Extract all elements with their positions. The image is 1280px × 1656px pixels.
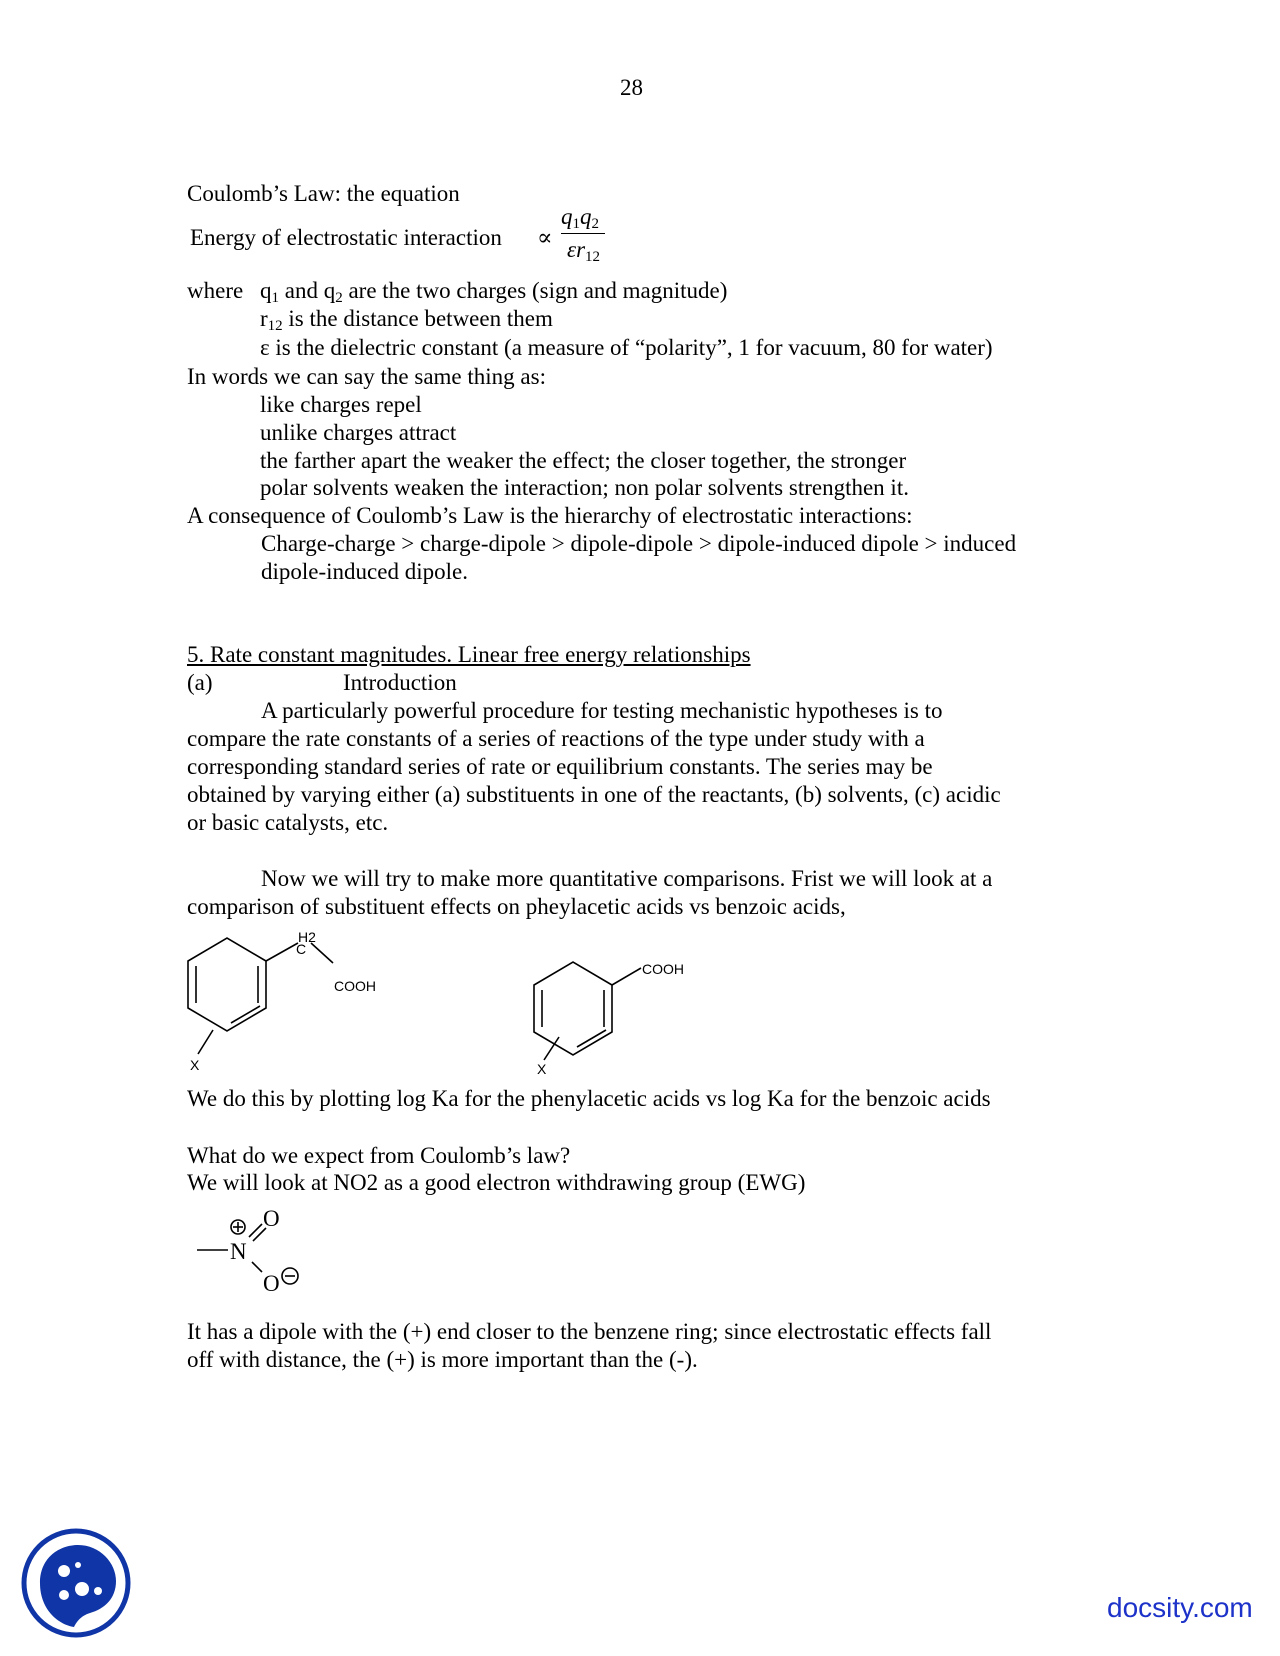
- paragraph-line: corresponding standard series of rate or equilibrium constants. The series may be: [187, 754, 933, 779]
- methylene-c-label: C: [296, 941, 307, 957]
- section-heading: 5. Rate constant magnitudes. Linear free energy relationships: [187, 642, 751, 667]
- no2-line: We will look at NO2 as a good electron withdrawing group (EWG): [187, 1170, 806, 1195]
- subsection-title: Introduction: [343, 670, 457, 695]
- phenylacetic-acid-structure: [188, 929, 376, 1073]
- where-label: where: [187, 278, 244, 303]
- in-words-line: In words we can say the same thing as:: [187, 364, 546, 389]
- dielectric-line: ε is the dielectric constant (a measure of “polarity”, 1 for vacuum, 80 for water): [260, 335, 993, 360]
- r-distance-line: $r_{12}$ is the distance between them: [260, 306, 553, 334]
- formula-denominator: $\varepsilon r_{12}$: [567, 237, 601, 265]
- energy-label: Energy of electrostatic interaction: [190, 225, 502, 250]
- nitro-group-structure: [197, 1220, 298, 1284]
- proportional-symbol: ∝: [537, 225, 553, 250]
- page-number: 28: [620, 75, 643, 100]
- plot-description: We do this by plotting log Ka for the phenylacetic acids vs log Ka for the benzoic acids: [187, 1086, 991, 1111]
- nitro-o-top-label: O: [263, 1206, 280, 1231]
- docsity-brand-link[interactable]: docsity.com: [1107, 1592, 1253, 1623]
- q-charges-line: $q_1$ and $q_2$ are the two charges (sign and magnitude): [260, 278, 728, 306]
- dipole-line-1: It has a dipole with the (+) end closer to the benzene ring; since electrostatic effects fall: [187, 1319, 992, 1344]
- cooh-label: COOH: [642, 961, 684, 977]
- nitro-n-label: N: [230, 1239, 247, 1264]
- hierarchy-line-1: Charge-charge > charge-dipole > dipole-dipole > dipole-induced dipole > induced: [261, 531, 1017, 556]
- paragraph-line: comparison of substituent effects on pheylacetic acids vs benzoic acids,: [187, 894, 846, 919]
- substituent-x-label: X: [537, 1061, 547, 1077]
- paragraph-line: A particularly powerful procedure for testing mechanistic hypotheses is to: [261, 698, 943, 723]
- rule-item: polar solvents weaken the interaction; non polar solvents strengthen it.: [260, 475, 909, 500]
- docsity-logo-icon[interactable]: [20, 1527, 132, 1639]
- hierarchy-line-2: dipole-induced dipole.: [261, 559, 468, 584]
- paragraph-line: obtained by varying either (a) substituents in one of the reactants, (b) solvents, (c) acidic: [187, 782, 1001, 807]
- benzoic-acid-structure: [534, 961, 684, 1077]
- dipole-line-2: off with distance, the (+) is more important than the (-).: [187, 1347, 698, 1372]
- nitro-o-bottom-label: O: [263, 1271, 280, 1296]
- question-line: What do we expect from Coulomb’s law?: [187, 1143, 571, 1168]
- rule-item: like charges repel: [260, 392, 422, 417]
- rule-item: the farther apart the weaker the effect; the closer together, the stronger: [260, 448, 907, 473]
- cooh-label: COOH: [334, 978, 376, 994]
- subsection-label: (a): [187, 670, 213, 695]
- paragraph-line: or basic catalysts, etc.: [187, 810, 389, 835]
- h2-label: H2: [298, 929, 316, 945]
- paragraph-line: compare the rate constants of a series of reactions of the type under study with a: [187, 726, 925, 751]
- consequence-line: A consequence of Coulomb’s Law is the hierarchy of electrostatic interactions:: [187, 503, 913, 528]
- paragraph-line: Now we will try to make more quantitative comparisons. Frist we will look at a: [261, 866, 993, 891]
- rule-item: unlike charges attract: [260, 420, 457, 445]
- formula-numerator: $q_1q_2$: [561, 204, 599, 232]
- coulomb-intro: Coulomb’s Law: the equation: [187, 181, 460, 206]
- substituent-x-label: X: [190, 1057, 200, 1073]
